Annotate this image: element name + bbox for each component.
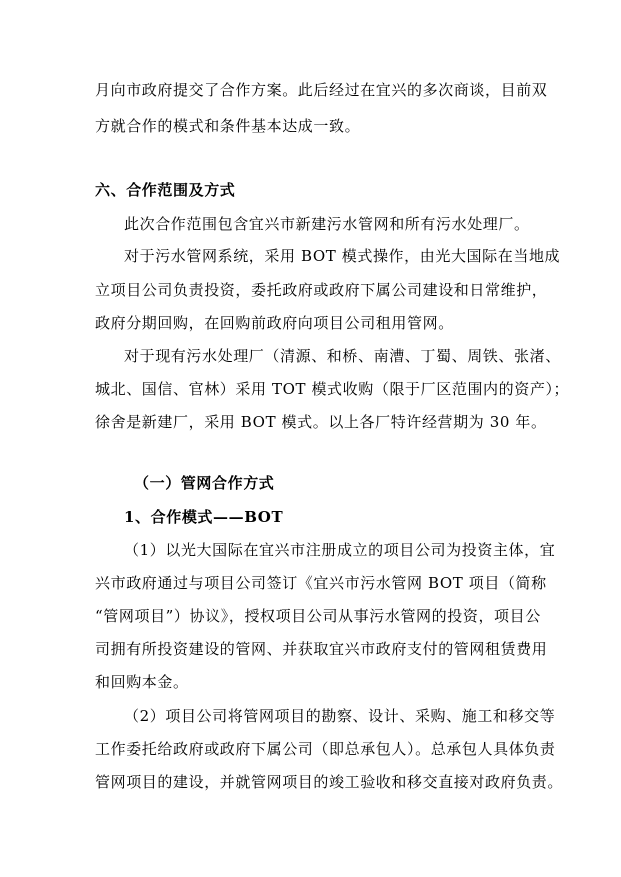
subsection-1-p2-line-2: 工作委托给政府或政府下属公司（即总承包人）。总承包人具体负责 <box>95 740 556 758</box>
subsection-1-p2-line-3: 管网项目的建设，并就管网项目的竣工验收和移交直接对政府负责。 <box>95 773 564 791</box>
subsection-1-p1-line-5: 和回购本金。 <box>95 673 189 691</box>
section-6-para-1: 此次合作范围包含宜兴市新建污水管网和所有污水处理厂。 <box>124 215 530 233</box>
section-6-para-2-line-3: 政府分期回购，在回购前政府向项目公司租用管网。 <box>95 314 454 332</box>
section-6-heading: 六、合作范围及方式 <box>95 181 236 199</box>
item-1-heading: 1、合作模式——BOT <box>124 508 284 526</box>
section-6-para-2-line-1: 对于污水管网系统，采用 BOT 模式操作，由光大国际在当地成 <box>124 247 561 265</box>
subsection-1-p1-line-3: “管网项目”）协议》，授权项目公司从事污水管网的投资，项目公 <box>95 607 541 625</box>
subsection-1-p1-line-4: 司拥有所投资建设的管网、并获取宜兴市政府支付的管网租赁费用 <box>95 640 548 658</box>
intro-line-1: 月向市政府提交了合作方案。此后经过在宜兴的多次商谈，目前双 <box>95 81 548 99</box>
section-6-para-3-line-1: 对于现有污水处理厂（清源、和桥、南漕、丁蜀、周铁、张渚、 <box>124 347 561 365</box>
subsection-1-p1-line-2: 兴市政府通过与项目公司签订《宜兴市污水管网 BOT 项目（简称 <box>95 574 547 592</box>
subsection-1-heading: （一）管网合作方式 <box>134 474 275 492</box>
section-6-para-2-line-2: 立项目公司负责投资，委托政府或政府下属公司建设和日常维护， <box>95 281 548 299</box>
section-6-para-3-line-3: 徐舍是新建厂，采用 BOT 模式。以上各厂特许经营期为 30 年。 <box>95 413 547 431</box>
subsection-1-p1-line-1: （1）以光大国际在宜兴市注册成立的项目公司为投资主体，宜 <box>124 541 556 559</box>
subsection-1-p2-line-1: （2）项目公司将管网项目的勘察、设计、采购、施工和移交等 <box>124 707 556 725</box>
section-6-para-3-line-2: 城北、国信、官林）采用 TOT 模式收购（限于厂区范围内的资产）； <box>95 380 570 398</box>
intro-line-2: 方就合作的模式和条件基本达成一致。 <box>95 117 361 135</box>
